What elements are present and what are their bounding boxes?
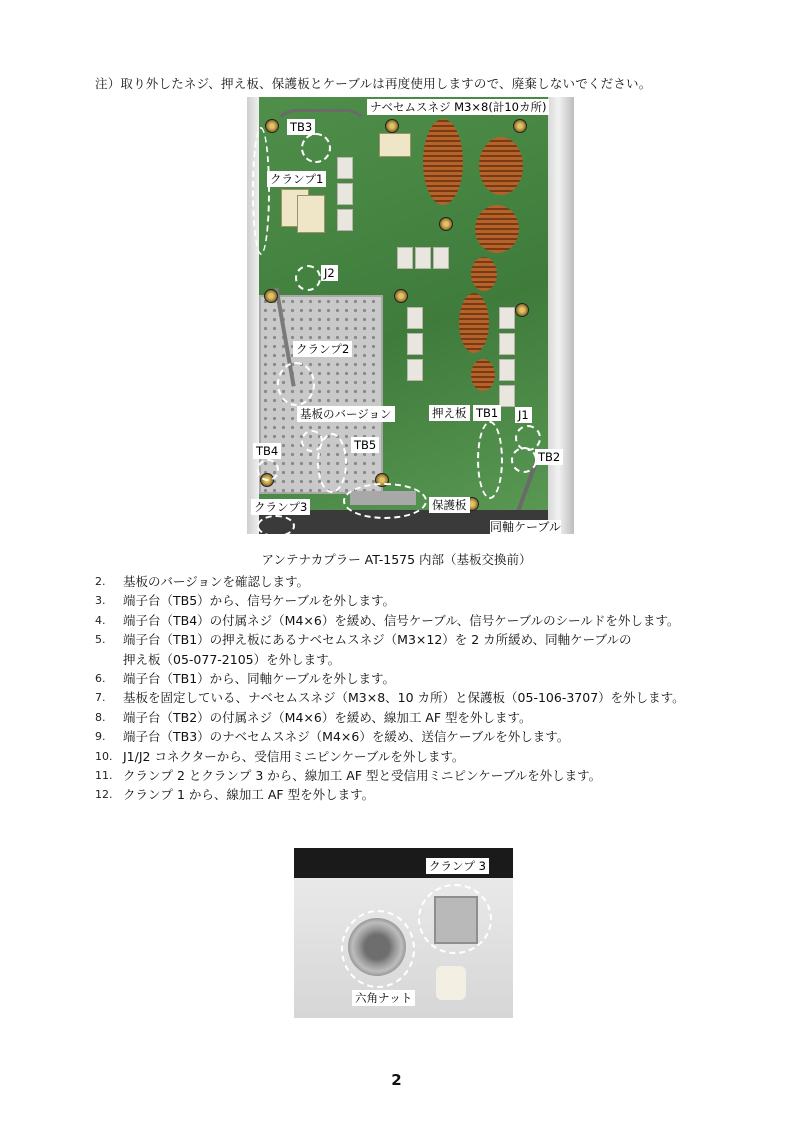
label-clamp2: クランプ2 (293, 341, 352, 357)
component-block (297, 195, 325, 233)
tb3-marker (301, 133, 331, 163)
list-item: 10. J1/J2 コネクターから、受信用ミニピンケーブルを外します。 (95, 748, 465, 764)
relay (415, 247, 431, 269)
relay (337, 183, 353, 205)
relay (407, 333, 423, 355)
coil (471, 359, 495, 391)
coil (423, 119, 463, 205)
relay (337, 209, 353, 231)
label-j2: J2 (321, 265, 338, 281)
label-tb3: TB3 (287, 119, 315, 135)
procedure-steps (95, 572, 685, 805)
list-item: 11. クランプ 2 とクランプ 3 から、線加工 AF 型と受信用ミニピンケーブルを外します。 (95, 768, 602, 784)
screw-icon (513, 119, 527, 133)
coil (471, 257, 497, 291)
screw-icon (394, 289, 408, 303)
relay (433, 247, 449, 269)
relay (499, 385, 515, 407)
list-item: 6. 端子台（TB1）から、同軸ケーブルを外します。 (95, 671, 396, 687)
relay (407, 307, 423, 329)
coil (475, 205, 519, 253)
tb2-marker (511, 447, 537, 473)
relay (337, 157, 353, 179)
list-item: 4. 端子台（TB4）の付属ネジ（M4×6）を緩め、信号ケーブル、信号ケーブルのシールドを外します。 (95, 612, 680, 628)
tb4-marker (257, 459, 279, 481)
label-tb5: TB5 (351, 437, 379, 453)
label-screw-note: ナベセムスネジ M3×8(計10カ所) (367, 99, 549, 115)
list-item: 9. 端子台（TB3）のナベセムスネジ（M4×6）を緩め、送信ケーブルを外します。 (95, 729, 570, 745)
label-coax-cable: 同軸ケーブル (490, 520, 561, 534)
coil (459, 293, 489, 353)
coil (479, 137, 523, 195)
label-protection-plate: 保護板 (429, 497, 470, 513)
list-item: 5. 端子台（TB1）の押え板にあるナベセムスネジ（M3×12）を 2 カ所緩め、同軸ケーブルの 押え板（05-077-2105）を外します。 (95, 632, 632, 667)
label-tb1: TB1 (473, 405, 501, 421)
list-item: 7. 基板を固定している、ナベセムスネジ（M3×8、10 カ所）と保護板（05-106-3707）を外します。 (95, 690, 685, 706)
label-board-version: 基板のバージョン (297, 406, 395, 422)
list-item: 8. 端子台（TB2）の付属ネジ（M4×6）を緩め、線加工 AF 型を外します。 (95, 709, 532, 725)
page-number: 2 (391, 1071, 402, 1089)
clamp1-marker (252, 127, 270, 255)
hex-nut-marker (341, 910, 415, 988)
relay (397, 247, 413, 269)
label-hex-nut: 六角ナット (352, 990, 415, 1006)
list-item: 12. クランプ 1 から、線加工 AF 型を外します。 (95, 787, 375, 803)
relay (407, 359, 423, 381)
figure1-caption: アンテナカプラー AT-1575 内部（基板交換前） (261, 552, 532, 567)
label-tb4: TB4 (253, 443, 281, 459)
relay (499, 307, 515, 329)
component-block (379, 133, 411, 157)
screw-icon (264, 289, 278, 303)
list-item: 3. 端子台（TB5）から、信号ケーブルを外します。 (95, 593, 396, 609)
cable-clip (436, 966, 466, 1000)
label-clamp3: クランプ3 (251, 499, 310, 515)
screw-icon (439, 217, 453, 231)
enclosure-right-wall (548, 97, 574, 534)
relay (499, 359, 515, 381)
relay (499, 333, 515, 355)
clamp2-marker (277, 362, 315, 406)
clamp3-photo (294, 848, 513, 1018)
protection-plate-marker (343, 483, 427, 519)
list-item: 2. 基板のバージョンを確認します。 (95, 574, 310, 589)
coupler-interior-photo (247, 97, 574, 534)
label-j1: J1 (515, 407, 532, 423)
label-clamp3: クランプ 3 (426, 858, 489, 874)
note-text: 注）取り外したネジ、押え板、保護板とケーブルは再度使用しますので、廃棄しないでください。 (95, 76, 652, 91)
label-clamp1: クランプ1 (267, 171, 326, 187)
screw-icon (515, 303, 529, 317)
screw-icon (265, 119, 279, 133)
tb5-marker (317, 433, 347, 493)
label-pressure-plate: 押え板 (429, 405, 470, 421)
j2-marker (295, 265, 321, 291)
tb1-marker (477, 421, 503, 499)
clamp3-marker (257, 515, 295, 534)
clamp3-marker (418, 884, 492, 954)
screw-icon (385, 119, 399, 133)
label-tb2: TB2 (535, 449, 563, 465)
